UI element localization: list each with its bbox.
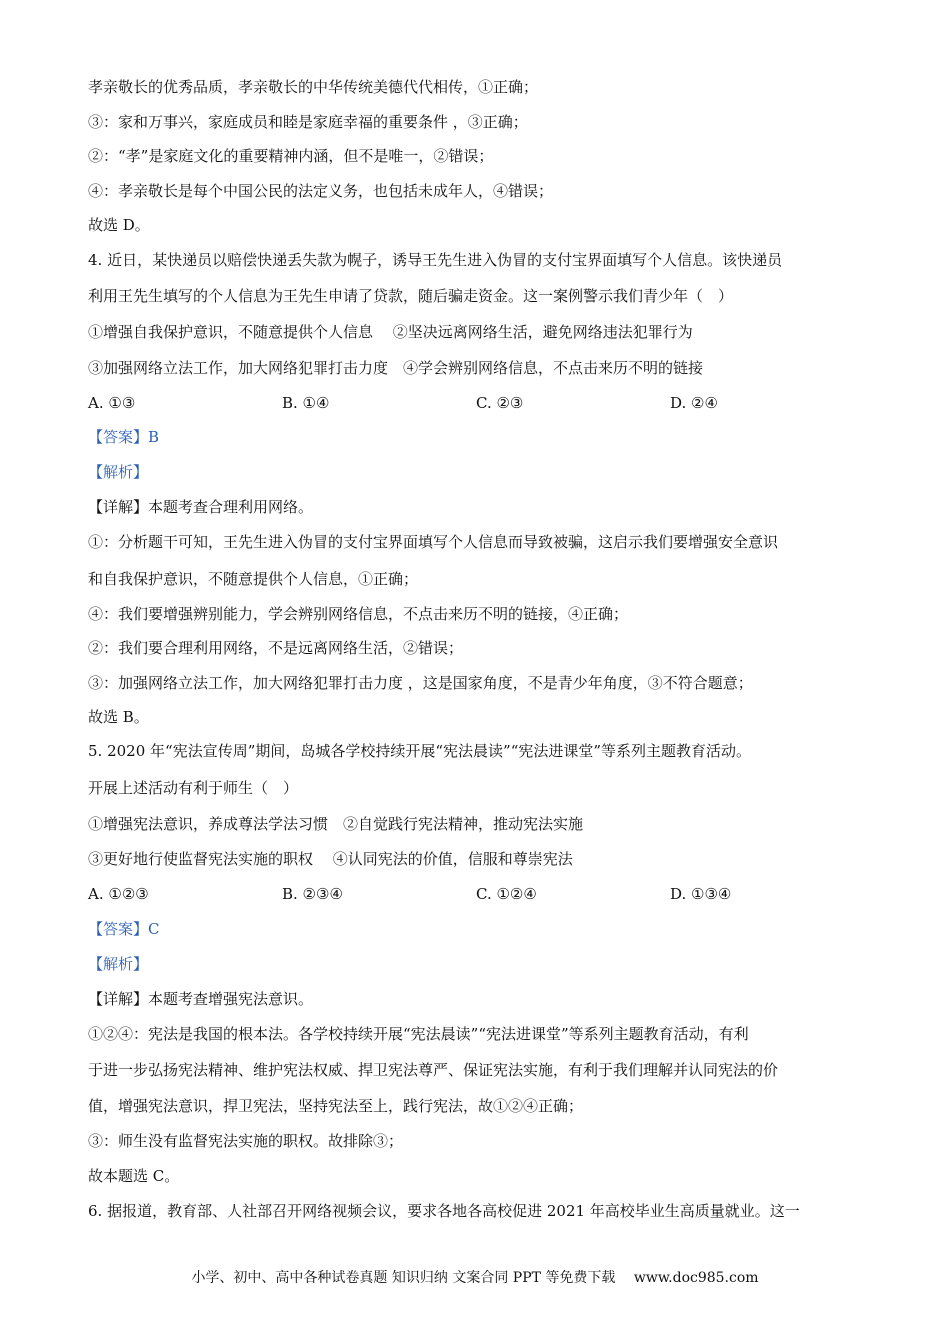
q5-explain-line-1: ①②④：宪法是我国的根本法。各学校持续开展“宪法晨读”“宪法进课堂”等系列主题教育活动，有利 [88,1025,749,1043]
q4-option-a: A. ①③ [88,394,136,412]
q3-explain-line-4: ④：孝亲敬长是每个中国公民的法定义务，也包括未成年人，④错误； [88,182,554,200]
q3-explain-line-3: ②：“孝”是家庭文化的重要精神内涵，但不是唯一，②错误； [88,147,494,165]
page-footer: 小学、初中、高中各种试卷真题 知识归纳 文案合同 PPT 等免费下载 www.doc985.com [191,1270,759,1286]
q4-analysis-label: 【解析】 [88,463,149,481]
q5-answer-text: 【答案】C [88,920,160,938]
q4-option-d: D. ②④ [670,394,718,412]
q5-explain-line-2: 于进一步弘扬宪法精神、维护宪法权威、捍卫宪法尊严、保证宪法实施，有利于我们理解并认同宪法的价 [88,1061,779,1079]
q3-conclusion: 故选 D。 [88,216,150,234]
q5-stem-line-1: 5. 2020 年“宪法宣传周”期间，岛城各学校持续开展“宪法晨读”“宪法进课堂”等系列主题教育活动。 [88,742,752,760]
q5-analysis-label: 【解析】 [88,955,149,973]
q4-explain-line-5: ③：加强网络立法工作，加大网络犯罪打击力度 ，这是国家角度，不是青少年角度，③不符合题意； [88,674,753,692]
q4-explain-line-1: ①：分析题干可知，王先生进入伪冒的支付宝界面填写个人信息而导致被骗，这启示我们要增强安全意识 [88,533,779,551]
q4-item-line-2: ③加强网络立法工作，加大网络犯罪打击力度 ④学会辨别网络信息，不点击来历不明的链接 [88,359,704,377]
q5-explain-line-3: 值，增强宪法意识，捍卫宪法，坚持宪法至上，践行宪法，故①②④正确； [88,1097,584,1115]
q4-conclusion: 故选 B。 [88,708,149,726]
q4-item-line-1: ①增强自我保护意识，不随意提供个人信息 ②坚决远离网络生活，避免网络违法犯罪行为 [88,323,693,341]
q4-answer [88,427,159,447]
q4-detail: 【详解】本题考查合理利用网络。 [88,498,314,516]
q3-explain-line-1: 孝亲敬长的优秀品质，孝亲敬长的中华传统美德代代相传，①正确； [88,78,539,96]
q5-option-c: C. ①②④ [476,885,537,903]
q5-option-d: D. ①③④ [670,885,732,903]
q4-explain-line-3: ④：我们要增强辨别能力，学会辨别网络信息，不点击来历不明的链接，④正确； [88,605,629,623]
q4-stem-line-2: 利用王先生填写的个人信息为王先生申请了贷款，随后骗走资金。这一案例警示我们青少年（ ） [88,287,734,305]
q4-option-c: C. ②③ [476,394,524,412]
q5-option-a: A. ①②③ [88,885,149,903]
q4-stem-line-1: 4. 近日，某快递员以赔偿快递丢失款为幌子，诱导王先生进入伪冒的支付宝界面填写个人信息。该快递员 [88,251,783,269]
q5-option-b: B. ②③④ [282,885,343,903]
q5-item-line-1: ①增强宪法意识，养成尊法学法习惯 ②自觉践行宪法精神，推动宪法实施 [88,815,584,833]
q5-answer [88,919,159,939]
q3-explain-line-2: ③：家和万事兴，家庭成员和睦是家庭幸福的重要条件 ，③正确； [88,113,528,131]
q5-item-line-2: ③更好地行使监督宪法实施的职权 ④认同宪法的价值，信服和尊崇宪法 [88,850,573,868]
q5-conclusion: 故本题选 C。 [88,1167,180,1185]
q4-explain-line-2: 和自我保护意识，不随意提供个人信息，①正确； [88,570,419,588]
q5-explain-line-4: ③：师生没有监督宪法实施的职权。故排除③； [88,1132,404,1150]
q4-option-b: B. ①④ [282,394,330,412]
q6-stem-line-1: 6. 据报道，教育部、人社部召开网络视频会议，要求各地各高校促进 2021 年高校毕业生高质量就业。这一 [88,1202,800,1220]
q5-stem-line-2: 开展上述活动有利于师生（ ） [88,779,299,797]
q4-explain-line-4: ②：我们要合理利用网络，不是远离网络生活，②错误； [88,639,464,657]
q4-answer-text: 【答案】B [88,428,160,446]
q5-detail: 【详解】本题考查增强宪法意识。 [88,990,314,1008]
